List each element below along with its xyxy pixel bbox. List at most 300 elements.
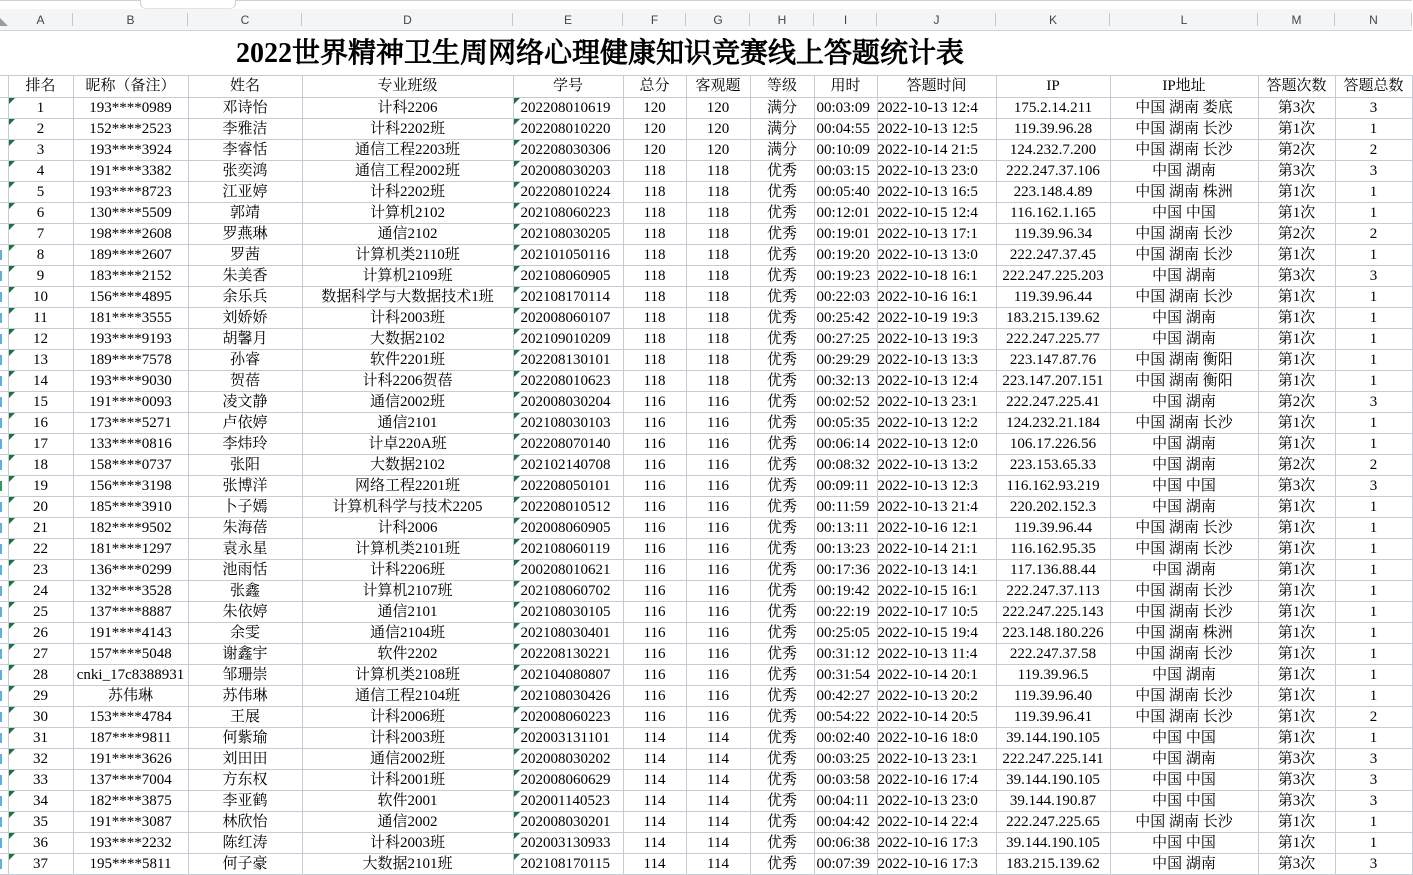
cell-K27[interactable]: 222.247.37.58 <box>996 644 1110 665</box>
column-header-M[interactable]: M <box>1258 9 1335 30</box>
cell-H1[interactable]: 满分 <box>750 98 814 119</box>
cell-C33[interactable]: 方东权 <box>188 770 302 791</box>
cell-L36[interactable]: 中国 中国 <box>1110 833 1258 854</box>
cell-L19[interactable]: 中国 中国 <box>1110 476 1258 497</box>
cell-I2[interactable]: 00:04:55 <box>814 119 877 140</box>
cell-F37[interactable]: 114 <box>623 854 686 875</box>
cell-L9[interactable]: 中国 湖南 <box>1110 266 1258 287</box>
cell-D10[interactable]: 数据科学与大数据技术1班 <box>302 287 513 308</box>
cell-J30[interactable]: 2022-10-14 20:5 <box>877 707 996 728</box>
cell-E11[interactable]: 202008060107 <box>513 308 623 329</box>
cell-G17[interactable]: 116 <box>686 434 750 455</box>
cell-D7[interactable]: 通信2102 <box>302 224 513 245</box>
cell-K11[interactable]: 183.215.139.62 <box>996 308 1110 329</box>
cell-N19[interactable]: 3 <box>1335 476 1412 497</box>
cell-B20[interactable]: 185****3910 <box>73 497 188 518</box>
cell-K10[interactable]: 119.39.96.44 <box>996 287 1110 308</box>
cell-N28[interactable]: 1 <box>1335 665 1412 686</box>
cell-K8[interactable]: 222.247.37.45 <box>996 245 1110 266</box>
cell-N30[interactable]: 2 <box>1335 707 1412 728</box>
cell-K28[interactable]: 119.39.96.5 <box>996 665 1110 686</box>
field-header-B[interactable]: 昵称（备注） <box>73 76 188 98</box>
cell-K37[interactable]: 183.215.139.62 <box>996 854 1110 875</box>
cell-G34[interactable]: 114 <box>686 791 750 812</box>
cell-I8[interactable]: 00:19:20 <box>814 245 877 266</box>
cell-K9[interactable]: 222.247.225.203 <box>996 266 1110 287</box>
cell-A2[interactable]: 2 <box>8 119 73 140</box>
cell-A11[interactable]: 11 <box>8 308 73 329</box>
cell-N7[interactable]: 2 <box>1335 224 1412 245</box>
cell-H17[interactable]: 优秀 <box>750 434 814 455</box>
column-header-C[interactable]: C <box>188 9 302 30</box>
column-header-F[interactable]: F <box>623 9 686 30</box>
cell-D3[interactable]: 通信工程2203班 <box>302 140 513 161</box>
cell-K4[interactable]: 222.247.37.106 <box>996 161 1110 182</box>
cell-B7[interactable]: 198****2608 <box>73 224 188 245</box>
field-header-I[interactable]: 用时 <box>814 76 877 98</box>
cell-J19[interactable]: 2022-10-13 12:3 <box>877 476 996 497</box>
cell-K21[interactable]: 119.39.96.44 <box>996 518 1110 539</box>
cell-L37[interactable]: 中国 湖南 <box>1110 854 1258 875</box>
cell-F30[interactable]: 116 <box>623 707 686 728</box>
cell-L1[interactable]: 中国 湖南 娄底 <box>1110 98 1258 119</box>
cell-J35[interactable]: 2022-10-14 22:4 <box>877 812 996 833</box>
cell-B32[interactable]: 191****3626 <box>73 749 188 770</box>
cell-H23[interactable]: 优秀 <box>750 560 814 581</box>
cell-I26[interactable]: 00:25:05 <box>814 623 877 644</box>
cell-L6[interactable]: 中国 中国 <box>1110 203 1258 224</box>
cell-N10[interactable]: 1 <box>1335 287 1412 308</box>
cell-J21[interactable]: 2022-10-16 12:1 <box>877 518 996 539</box>
cell-B30[interactable]: 153****4784 <box>73 707 188 728</box>
cell-D16[interactable]: 通信2101 <box>302 413 513 434</box>
cell-F18[interactable]: 116 <box>623 455 686 476</box>
cell-M37[interactable]: 第3次 <box>1258 854 1335 875</box>
cell-I20[interactable]: 00:11:59 <box>814 497 877 518</box>
cell-K29[interactable]: 119.39.96.40 <box>996 686 1110 707</box>
cell-J9[interactable]: 2022-10-18 16:1 <box>877 266 996 287</box>
cell-D26[interactable]: 通信2104班 <box>302 623 513 644</box>
cell-F28[interactable]: 116 <box>623 665 686 686</box>
cell-F33[interactable]: 114 <box>623 770 686 791</box>
cell-H15[interactable]: 优秀 <box>750 392 814 413</box>
cell-L3[interactable]: 中国 湖南 长沙 <box>1110 140 1258 161</box>
cell-E35[interactable]: 202008030201 <box>513 812 623 833</box>
select-all-corner[interactable] <box>0 9 8 30</box>
cell-H18[interactable]: 优秀 <box>750 455 814 476</box>
cell-H9[interactable]: 优秀 <box>750 266 814 287</box>
cell-J7[interactable]: 2022-10-13 17:1 <box>877 224 996 245</box>
cell-G9[interactable]: 118 <box>686 266 750 287</box>
cell-M18[interactable]: 第2次 <box>1258 455 1335 476</box>
column-header-B[interactable]: B <box>73 9 188 30</box>
cell-M1[interactable]: 第3次 <box>1258 98 1335 119</box>
cell-M22[interactable]: 第1次 <box>1258 539 1335 560</box>
cell-N15[interactable]: 3 <box>1335 392 1412 413</box>
cell-M16[interactable]: 第1次 <box>1258 413 1335 434</box>
cell-F2[interactable]: 120 <box>623 119 686 140</box>
cell-J25[interactable]: 2022-10-17 10:5 <box>877 602 996 623</box>
cell-M27[interactable]: 第1次 <box>1258 644 1335 665</box>
cell-B27[interactable]: 157****5048 <box>73 644 188 665</box>
cell-L11[interactable]: 中国 湖南 <box>1110 308 1258 329</box>
cell-A22[interactable]: 22 <box>8 539 73 560</box>
cell-B34[interactable]: 182****3875 <box>73 791 188 812</box>
cell-F24[interactable]: 116 <box>623 581 686 602</box>
cell-E16[interactable]: 202108030103 <box>513 413 623 434</box>
cell-H31[interactable]: 优秀 <box>750 728 814 749</box>
cell-K17[interactable]: 106.17.226.56 <box>996 434 1110 455</box>
cell-D25[interactable]: 通信2101 <box>302 602 513 623</box>
cell-M26[interactable]: 第1次 <box>1258 623 1335 644</box>
cell-K35[interactable]: 222.247.225.65 <box>996 812 1110 833</box>
cell-B31[interactable]: 187****9811 <box>73 728 188 749</box>
cell-F31[interactable]: 114 <box>623 728 686 749</box>
cell-G33[interactable]: 114 <box>686 770 750 791</box>
cell-F21[interactable]: 116 <box>623 518 686 539</box>
cell-J33[interactable]: 2022-10-16 17:4 <box>877 770 996 791</box>
cell-F12[interactable]: 118 <box>623 329 686 350</box>
cell-G26[interactable]: 116 <box>686 623 750 644</box>
cell-M19[interactable]: 第3次 <box>1258 476 1335 497</box>
cell-C3[interactable]: 李睿恬 <box>188 140 302 161</box>
cell-L18[interactable]: 中国 湖南 <box>1110 455 1258 476</box>
cell-E20[interactable]: 202208010512 <box>513 497 623 518</box>
cell-E37[interactable]: 202108170115 <box>513 854 623 875</box>
cell-C22[interactable]: 袁永星 <box>188 539 302 560</box>
field-header-J[interactable]: 答题时间 <box>877 76 996 98</box>
cell-F13[interactable]: 118 <box>623 350 686 371</box>
cell-I23[interactable]: 00:17:36 <box>814 560 877 581</box>
cell-B29[interactable]: 苏伟琳 <box>73 686 188 707</box>
cell-H11[interactable]: 优秀 <box>750 308 814 329</box>
cell-H5[interactable]: 优秀 <box>750 182 814 203</box>
cell-A36[interactable]: 36 <box>8 833 73 854</box>
cell-N12[interactable]: 1 <box>1335 329 1412 350</box>
cell-A8[interactable]: 8 <box>8 245 73 266</box>
cell-A32[interactable]: 32 <box>8 749 73 770</box>
cell-G30[interactable]: 116 <box>686 707 750 728</box>
column-header-L[interactable]: L <box>1110 9 1258 30</box>
cell-N24[interactable]: 1 <box>1335 581 1412 602</box>
cell-E26[interactable]: 202108030401 <box>513 623 623 644</box>
cell-A4[interactable]: 4 <box>8 161 73 182</box>
cell-B2[interactable]: 152****2523 <box>73 119 188 140</box>
cell-C2[interactable]: 李雅洁 <box>188 119 302 140</box>
cell-I15[interactable]: 00:02:52 <box>814 392 877 413</box>
cell-I25[interactable]: 00:22:19 <box>814 602 877 623</box>
cell-J2[interactable]: 2022-10-13 12:5 <box>877 119 996 140</box>
cell-I5[interactable]: 00:05:40 <box>814 182 877 203</box>
cell-N21[interactable]: 1 <box>1335 518 1412 539</box>
field-header-A[interactable]: 排名 <box>8 76 73 98</box>
cell-D34[interactable]: 软件2001 <box>302 791 513 812</box>
cell-J18[interactable]: 2022-10-13 13:2 <box>877 455 996 476</box>
cell-F35[interactable]: 114 <box>623 812 686 833</box>
field-header-F[interactable]: 总分 <box>623 76 686 98</box>
cell-L15[interactable]: 中国 湖南 <box>1110 392 1258 413</box>
cell-I21[interactable]: 00:13:11 <box>814 518 877 539</box>
cell-L32[interactable]: 中国 湖南 <box>1110 749 1258 770</box>
cell-K2[interactable]: 119.39.96.28 <box>996 119 1110 140</box>
cell-N37[interactable]: 3 <box>1335 854 1412 875</box>
cell-G10[interactable]: 118 <box>686 287 750 308</box>
cell-I11[interactable]: 00:25:42 <box>814 308 877 329</box>
cell-I16[interactable]: 00:05:35 <box>814 413 877 434</box>
cell-L24[interactable]: 中国 湖南 长沙 <box>1110 581 1258 602</box>
cell-B37[interactable]: 195****5811 <box>73 854 188 875</box>
cell-K13[interactable]: 223.147.87.76 <box>996 350 1110 371</box>
cell-N8[interactable]: 1 <box>1335 245 1412 266</box>
cell-I30[interactable]: 00:54:22 <box>814 707 877 728</box>
cell-L10[interactable]: 中国 湖南 长沙 <box>1110 287 1258 308</box>
cell-G6[interactable]: 118 <box>686 203 750 224</box>
cell-H32[interactable]: 优秀 <box>750 749 814 770</box>
cell-D37[interactable]: 大数据2101班 <box>302 854 513 875</box>
cell-F27[interactable]: 116 <box>623 644 686 665</box>
cell-H36[interactable]: 优秀 <box>750 833 814 854</box>
cell-B11[interactable]: 181****3555 <box>73 308 188 329</box>
cell-K1[interactable]: 175.2.14.211 <box>996 98 1110 119</box>
cell-N36[interactable]: 1 <box>1335 833 1412 854</box>
cell-M35[interactable]: 第1次 <box>1258 812 1335 833</box>
cell-E32[interactable]: 202008030202 <box>513 749 623 770</box>
cell-E21[interactable]: 202008060905 <box>513 518 623 539</box>
cell-B3[interactable]: 193****3924 <box>73 140 188 161</box>
cell-K20[interactable]: 220.202.152.3 <box>996 497 1110 518</box>
cell-H34[interactable]: 优秀 <box>750 791 814 812</box>
cell-J28[interactable]: 2022-10-14 20:1 <box>877 665 996 686</box>
cell-L17[interactable]: 中国 湖南 <box>1110 434 1258 455</box>
cell-N11[interactable]: 1 <box>1335 308 1412 329</box>
cell-J3[interactable]: 2022-10-14 21:5 <box>877 140 996 161</box>
cell-G14[interactable]: 118 <box>686 371 750 392</box>
cell-F16[interactable]: 116 <box>623 413 686 434</box>
cell-B28[interactable]: cnki_17c8388931 <box>73 665 188 686</box>
cell-B23[interactable]: 136****0299 <box>73 560 188 581</box>
cell-F14[interactable]: 118 <box>623 371 686 392</box>
cell-B13[interactable]: 189****7578 <box>73 350 188 371</box>
cell-K5[interactable]: 223.148.4.89 <box>996 182 1110 203</box>
cell-A21[interactable]: 21 <box>8 518 73 539</box>
column-header-I[interactable]: I <box>814 9 877 30</box>
cell-J24[interactable]: 2022-10-15 16:1 <box>877 581 996 602</box>
cell-M10[interactable]: 第1次 <box>1258 287 1335 308</box>
cell-C6[interactable]: 郭靖 <box>188 203 302 224</box>
cell-F4[interactable]: 118 <box>623 161 686 182</box>
cell-H8[interactable]: 优秀 <box>750 245 814 266</box>
cell-C18[interactable]: 张阳 <box>188 455 302 476</box>
cell-A30[interactable]: 30 <box>8 707 73 728</box>
cell-E8[interactable]: 202101050116 <box>513 245 623 266</box>
cell-B6[interactable]: 130****5509 <box>73 203 188 224</box>
cell-M4[interactable]: 第3次 <box>1258 161 1335 182</box>
cell-G35[interactable]: 114 <box>686 812 750 833</box>
cell-H21[interactable]: 优秀 <box>750 518 814 539</box>
cell-N9[interactable]: 3 <box>1335 266 1412 287</box>
cell-D21[interactable]: 计科2006 <box>302 518 513 539</box>
cell-H28[interactable]: 优秀 <box>750 665 814 686</box>
cell-I31[interactable]: 00:02:40 <box>814 728 877 749</box>
cell-F7[interactable]: 118 <box>623 224 686 245</box>
cell-K26[interactable]: 223.148.180.226 <box>996 623 1110 644</box>
cell-B4[interactable]: 191****3382 <box>73 161 188 182</box>
cell-E12[interactable]: 202109010209 <box>513 329 623 350</box>
cell-I4[interactable]: 00:03:15 <box>814 161 877 182</box>
cell-E34[interactable]: 202001140523 <box>513 791 623 812</box>
cell-M32[interactable]: 第3次 <box>1258 749 1335 770</box>
field-header-L[interactable]: IP地址 <box>1110 76 1258 98</box>
cell-M33[interactable]: 第3次 <box>1258 770 1335 791</box>
cell-K12[interactable]: 222.247.225.77 <box>996 329 1110 350</box>
cell-L34[interactable]: 中国 中国 <box>1110 791 1258 812</box>
cell-C14[interactable]: 贺蓓 <box>188 371 302 392</box>
cell-F15[interactable]: 116 <box>623 392 686 413</box>
cell-I22[interactable]: 00:13:23 <box>814 539 877 560</box>
cell-N29[interactable]: 1 <box>1335 686 1412 707</box>
cell-I6[interactable]: 00:12:01 <box>814 203 877 224</box>
cell-E19[interactable]: 202208050101 <box>513 476 623 497</box>
cell-F6[interactable]: 118 <box>623 203 686 224</box>
cell-M25[interactable]: 第1次 <box>1258 602 1335 623</box>
cell-D36[interactable]: 计科2003班 <box>302 833 513 854</box>
cell-B36[interactable]: 193****2232 <box>73 833 188 854</box>
cell-A20[interactable]: 20 <box>8 497 73 518</box>
cell-D4[interactable]: 通信工程2002班 <box>302 161 513 182</box>
cell-C24[interactable]: 张鑫 <box>188 581 302 602</box>
cell-D20[interactable]: 计算机科学与技术2205 <box>302 497 513 518</box>
cell-K15[interactable]: 222.247.225.41 <box>996 392 1110 413</box>
cell-K32[interactable]: 222.247.225.141 <box>996 749 1110 770</box>
cell-M20[interactable]: 第1次 <box>1258 497 1335 518</box>
cell-B24[interactable]: 132****3528 <box>73 581 188 602</box>
cell-J27[interactable]: 2022-10-13 11:4 <box>877 644 996 665</box>
cell-D5[interactable]: 计科2202班 <box>302 182 513 203</box>
cell-D29[interactable]: 通信工程2104班 <box>302 686 513 707</box>
cell-D13[interactable]: 软件2201班 <box>302 350 513 371</box>
cell-D9[interactable]: 计算机2109班 <box>302 266 513 287</box>
column-header-A[interactable]: A <box>8 9 73 30</box>
cell-N2[interactable]: 1 <box>1335 119 1412 140</box>
cell-G3[interactable]: 120 <box>686 140 750 161</box>
cell-E15[interactable]: 202008030204 <box>513 392 623 413</box>
cell-G8[interactable]: 118 <box>686 245 750 266</box>
cell-E10[interactable]: 202108170114 <box>513 287 623 308</box>
cell-D27[interactable]: 软件2202 <box>302 644 513 665</box>
cell-K33[interactable]: 39.144.190.105 <box>996 770 1110 791</box>
cell-M29[interactable]: 第1次 <box>1258 686 1335 707</box>
cell-C12[interactable]: 胡馨月 <box>188 329 302 350</box>
cell-I12[interactable]: 00:27:25 <box>814 329 877 350</box>
cell-F26[interactable]: 116 <box>623 623 686 644</box>
cell-C29[interactable]: 苏伟琳 <box>188 686 302 707</box>
cell-N14[interactable]: 1 <box>1335 371 1412 392</box>
cell-N23[interactable]: 1 <box>1335 560 1412 581</box>
cell-E22[interactable]: 202108060119 <box>513 539 623 560</box>
cell-C30[interactable]: 王展 <box>188 707 302 728</box>
cell-G37[interactable]: 114 <box>686 854 750 875</box>
cell-F17[interactable]: 116 <box>623 434 686 455</box>
cell-M17[interactable]: 第1次 <box>1258 434 1335 455</box>
cell-F11[interactable]: 118 <box>623 308 686 329</box>
cell-H12[interactable]: 优秀 <box>750 329 814 350</box>
cell-M36[interactable]: 第1次 <box>1258 833 1335 854</box>
cell-L26[interactable]: 中国 湖南 株洲 <box>1110 623 1258 644</box>
cell-C10[interactable]: 余乐兵 <box>188 287 302 308</box>
column-header-K[interactable]: K <box>996 9 1110 30</box>
cell-N13[interactable]: 1 <box>1335 350 1412 371</box>
cell-E29[interactable]: 202108030426 <box>513 686 623 707</box>
cell-F1[interactable]: 120 <box>623 98 686 119</box>
cell-J29[interactable]: 2022-10-13 20:2 <box>877 686 996 707</box>
cell-C15[interactable]: 凌文静 <box>188 392 302 413</box>
cell-A19[interactable]: 19 <box>8 476 73 497</box>
field-header-H[interactable]: 等级 <box>750 76 814 98</box>
cell-J16[interactable]: 2022-10-13 12:2 <box>877 413 996 434</box>
cell-H6[interactable]: 优秀 <box>750 203 814 224</box>
cell-N33[interactable]: 3 <box>1335 770 1412 791</box>
cell-F34[interactable]: 114 <box>623 791 686 812</box>
cell-D19[interactable]: 网络工程2201班 <box>302 476 513 497</box>
cell-J36[interactable]: 2022-10-16 17:3 <box>877 833 996 854</box>
cell-B21[interactable]: 182****9502 <box>73 518 188 539</box>
cell-J34[interactable]: 2022-10-13 23:0 <box>877 791 996 812</box>
cell-F5[interactable]: 118 <box>623 182 686 203</box>
cell-F3[interactable]: 120 <box>623 140 686 161</box>
cell-B1[interactable]: 193****0989 <box>73 98 188 119</box>
cell-C27[interactable]: 谢鑫宇 <box>188 644 302 665</box>
cell-C37[interactable]: 何子豪 <box>188 854 302 875</box>
cell-A12[interactable]: 12 <box>8 329 73 350</box>
cell-G11[interactable]: 118 <box>686 308 750 329</box>
cell-I9[interactable]: 00:19:23 <box>814 266 877 287</box>
cell-H24[interactable]: 优秀 <box>750 581 814 602</box>
cell-K31[interactable]: 39.144.190.105 <box>996 728 1110 749</box>
cell-E3[interactable]: 202208030306 <box>513 140 623 161</box>
cell-I13[interactable]: 00:29:29 <box>814 350 877 371</box>
cell-F32[interactable]: 114 <box>623 749 686 770</box>
cell-J20[interactable]: 2022-10-13 21:4 <box>877 497 996 518</box>
cell-C8[interactable]: 罗茜 <box>188 245 302 266</box>
cell-E1[interactable]: 202208010619 <box>513 98 623 119</box>
cell-H4[interactable]: 优秀 <box>750 161 814 182</box>
field-header-C[interactable]: 姓名 <box>188 76 302 98</box>
cell-L14[interactable]: 中国 湖南 衡阳 <box>1110 371 1258 392</box>
cell-J13[interactable]: 2022-10-13 13:3 <box>877 350 996 371</box>
cell-N17[interactable]: 1 <box>1335 434 1412 455</box>
cell-J31[interactable]: 2022-10-16 18:0 <box>877 728 996 749</box>
cell-K23[interactable]: 117.136.88.44 <box>996 560 1110 581</box>
cell-B15[interactable]: 191****0093 <box>73 392 188 413</box>
cell-E17[interactable]: 202208070140 <box>513 434 623 455</box>
cell-D24[interactable]: 计算机2107班 <box>302 581 513 602</box>
cell-A14[interactable]: 14 <box>8 371 73 392</box>
cell-E7[interactable]: 202108030205 <box>513 224 623 245</box>
cell-G7[interactable]: 118 <box>686 224 750 245</box>
cell-I29[interactable]: 00:42:27 <box>814 686 877 707</box>
cell-E13[interactable]: 202208130101 <box>513 350 623 371</box>
cell-D18[interactable]: 大数据2102 <box>302 455 513 476</box>
cell-C25[interactable]: 朱依婷 <box>188 602 302 623</box>
cell-M12[interactable]: 第1次 <box>1258 329 1335 350</box>
cell-I28[interactable]: 00:31:54 <box>814 665 877 686</box>
sheet-title[interactable]: 2022世界精神卫生周网络心理健康知识竞赛线上答题统计表 <box>235 38 964 69</box>
cell-L5[interactable]: 中国 湖南 株洲 <box>1110 182 1258 203</box>
cell-K25[interactable]: 222.247.225.143 <box>996 602 1110 623</box>
cell-F10[interactable]: 118 <box>623 287 686 308</box>
cell-A23[interactable]: 23 <box>8 560 73 581</box>
cell-D6[interactable]: 计算机2102 <box>302 203 513 224</box>
